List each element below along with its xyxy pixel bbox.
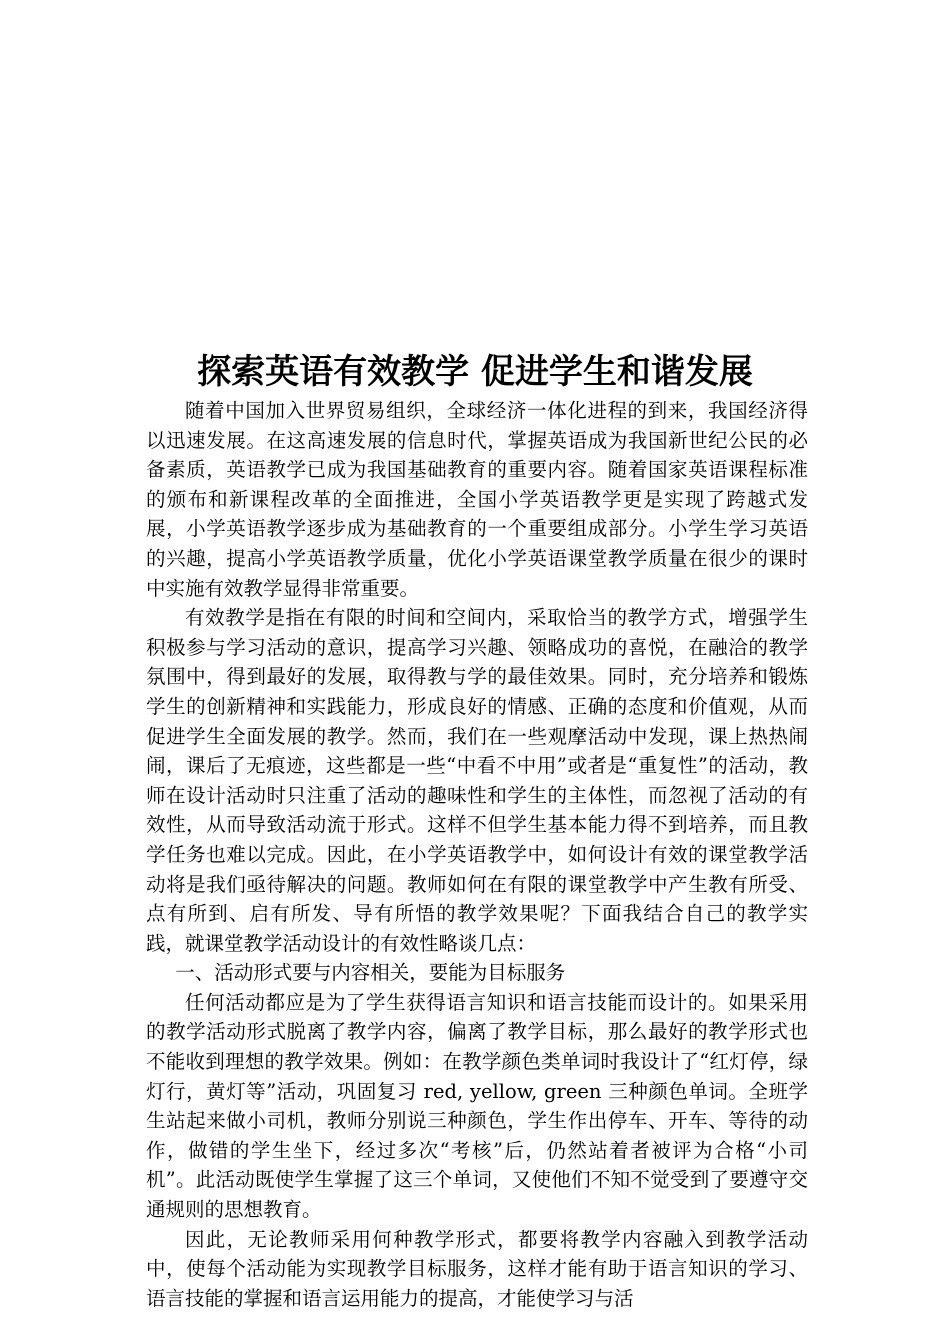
paragraph-example: 任何活动都应是为了学生获得语言知识和语言技能而设计的。如果采用的教学活动形式脱离了教学内容，偏离了教学目标，那么最好的教学形式也不能收到理想的教学效果。例如：在教学颜色类单词时我设计了“红灯停，绿灯行，黄灯等”活动，巩固复习 red, yellow, green 三种颜色单词。全班学生站起来做小司机，教师分别说三种颜色，学生作出停车、开车、等待的动作，做错的学生坐下，经过多次“考核”后，仍然站着者被评为合格“小司机”。此活动既使学生掌握了这三个单词，又使他们不知不觉受到了要遵守交通规则的思想教育。 [146, 990, 808, 1222]
paragraph-intro: 随着中国加入世界贸易组织，全球经济一体化进程的到来，我国经济得以迅速发展。在这高速发展的信息时代，掌握英语成为我国新世纪公民的必备素质，英语教学已成为我国基础教育的重要内容。随着国家英语课程标准的颁布和新课程改革的全面推进，全国小学英语教学更是实现了跨越式发展，小学英语教学逐步成为基础教育的一个重要组成部分。小学生学习英语的兴趣，提高小学英语教学质量，优化小学英语课堂教学质量在很少的课时中实施有效教学显得非常重要。 [146, 399, 808, 600]
section-heading: 一、活动形式要与内容相关，要能为目标服务 [175, 961, 566, 985]
document-title: 探索英语有效教学 促进学生和谐发展 [197, 352, 753, 392]
document-body [146, 396, 808, 1313]
paragraph-conclusion: 因此，无论教师采用何种教学形式，都要将教学内容融入到教学活动中，使每个活动能为实现教学目标服务，这样才能有助于语言知识的学习、语言技能的掌握和语言运用能力的提高，才能使学习与活 [146, 1227, 808, 1310]
paragraph-effective-teaching: 有效教学是指在有限的时间和空间内，采取恰当的教学方式，增强学生积极参与学习活动的意识，提高学习兴趣、领略成功的喜悦，在融洽的教学氛围中，得到最好的发展，取得教与学的最佳效果。同时，充分培养和锻炼学生的创新精神和实践能力，形成良好的情感、正确的态度和价值观，从而促进学生全面发展的教学。然而，我们在一些观摩活动中发现，课上热热闹闹，课后了无痕迹，这些都是一些“中看不中用”或者是“重复性”的活动，教师在设计活动时只注重了活动的趣味性和学生的主体性，而忽视了活动的有效性，从而导致活动流于形式。这样不但学生基本能力得不到培养，而且教学任务也难以完成。因此，在小学英语教学中，如何设计有效的课堂教学活动将是我们亟待解决的问题。教师如何在有限的课堂教学中产生教有所受、点有所到、启有所发、导有所悟的教学效果呢？下面我结合自己的教学实践，就课堂教学活动设计的有效性略谈几点： [146, 606, 808, 955]
